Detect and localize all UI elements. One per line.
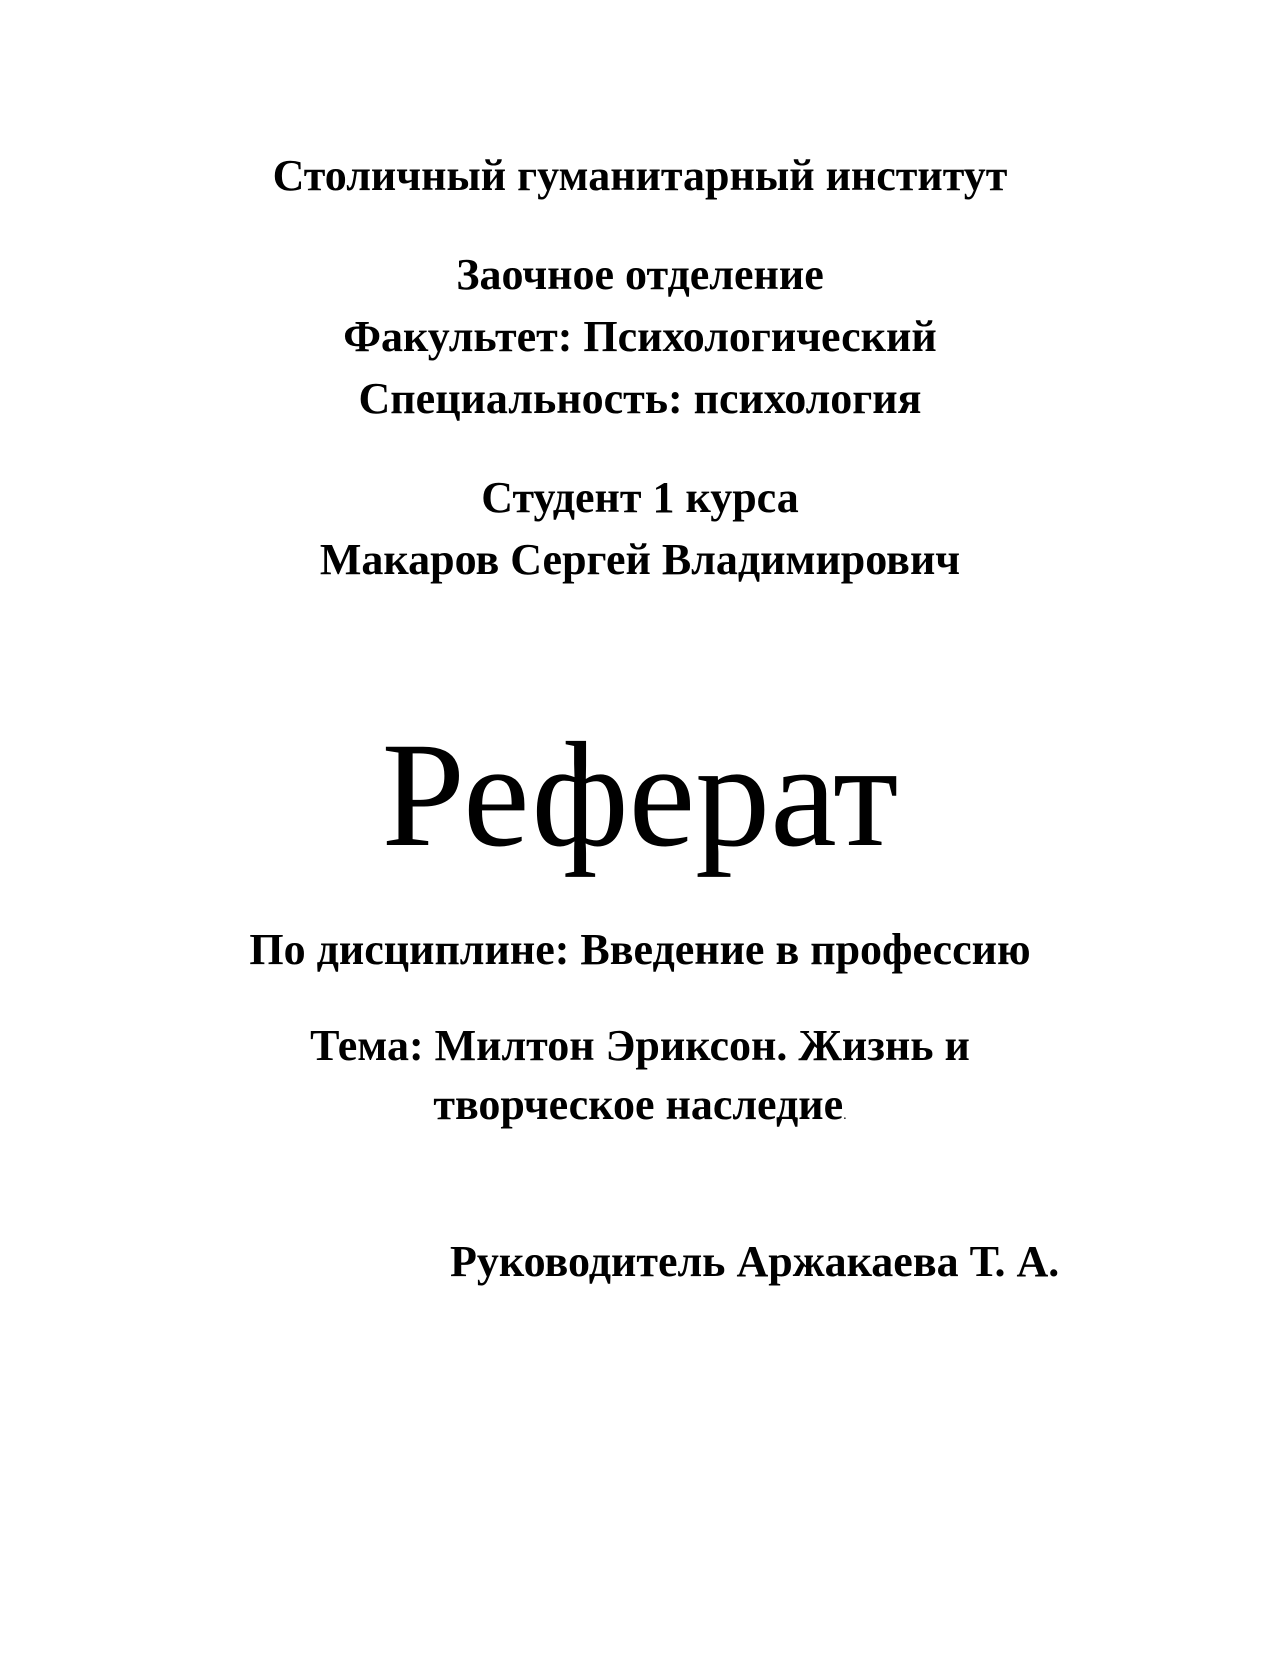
student-course: Студент 1 курса [481,473,799,522]
specialty-name: Специальность: психология [358,374,922,423]
topic-line-2 [0,1077,1280,1144]
topic-line-1: Тема: Милтон Эриксон. Жизнь и [310,1021,970,1070]
topic-line-2-text: творческое наследие [433,1080,844,1129]
document-title: Реферат [381,712,899,878]
department-name: Заочное отделение [456,250,824,299]
supervisor: Руководитель Аржакаева Т. А. [450,1237,1060,1286]
faculty-name: Факультет: Психологический [343,312,937,361]
topic-end-dot: . [843,1108,847,1123]
institute-name: Столичный гуманитарный институт [272,151,1008,200]
student-name: Макаров Сергей Владимирович [319,535,961,584]
discipline: По дисциплине: Введение в профессию [249,925,1031,974]
